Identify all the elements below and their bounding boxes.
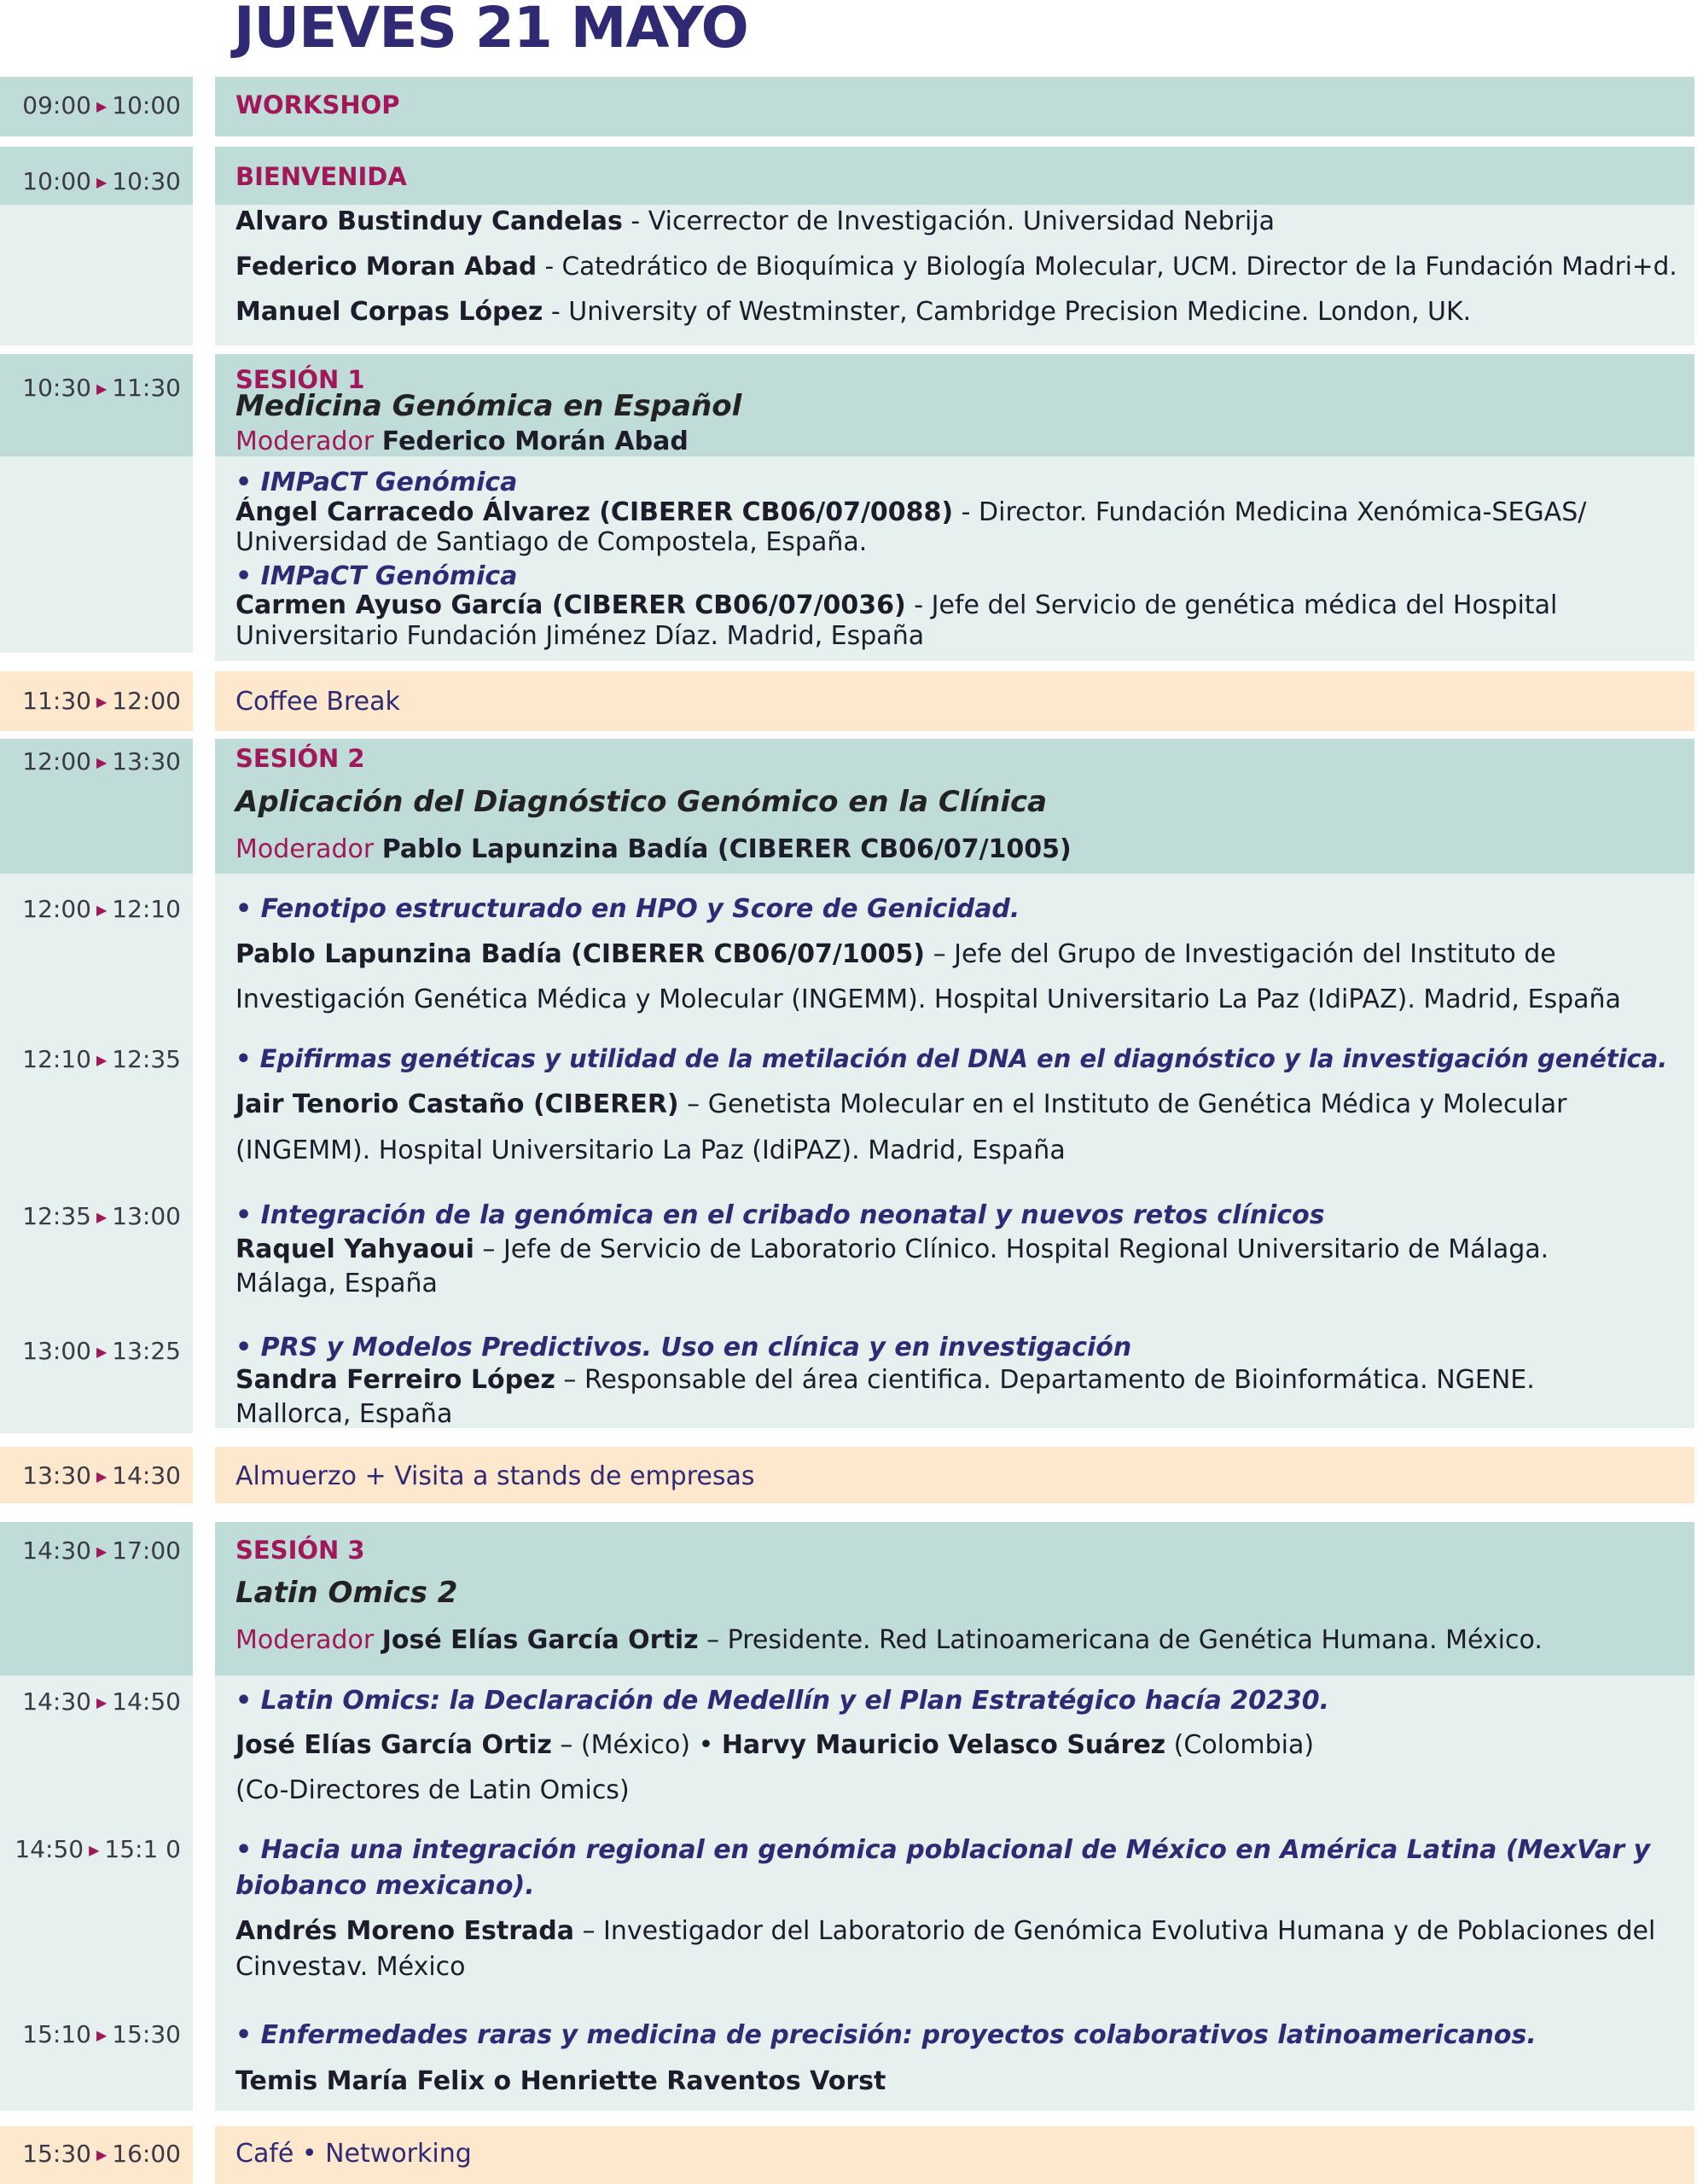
time-talk: 12:10 ▶ 12:35 <box>22 1045 181 1073</box>
sesion2-moderator: Moderador Pablo Lapunzina Badía (CIBERER CB06/07/1005) <box>235 834 1072 864</box>
sesion3-title: Latin Omics 2 <box>235 1576 458 1610</box>
time-coffee1: 11:30 ▶ 12:00 <box>22 687 181 715</box>
sesion1-label: SESIÓN 1 <box>235 365 365 394</box>
talk-title: • Integración de la genómica en el cribado neonatal y nuevos retos clínicos <box>235 1200 1325 1230</box>
talk-speaker: Carmen Ayuso García (CIBERER CB06/07/0036) - Jefe del Servicio de genética médica del Hospital <box>235 590 1558 620</box>
talk-speaker-cont: Mallorca, España <box>235 1399 453 1429</box>
workshop-title: WORKSHOP <box>235 90 400 119</box>
time-cell-sesion1 <box>0 354 193 456</box>
bienvenida-title: BIENVENIDA <box>235 162 407 191</box>
talk-title: • IMPaCT Genómica <box>235 468 518 497</box>
time-sesion1: 10:30 ▶ 11:30 <box>22 374 181 402</box>
triangle-right-icon: ▶ <box>96 1543 108 1560</box>
talk-title: • PRS y Modelos Predictivos. Uso en clínica y en investigación <box>235 1333 1132 1362</box>
talk-speaker: Raquel Yahyaoui – Jefe de Servicio de Laboratorio Clínico. Hospital Regional Universitario de Málaga. <box>235 1234 1549 1264</box>
time-cell-sesion1-body <box>0 456 193 653</box>
time-lunch: 13:30 ▶ 14:30 <box>22 1461 181 1490</box>
sesion3-moderator: Moderador José Elías García Ortiz – Presidente. Red Latinoamericana de Genética Humana. México. <box>235 1625 1543 1655</box>
talk-speaker: Pablo Lapunzina Badía (CIBERER CB06/07/1005) – Jefe del Grupo de Investigación del Instituto de <box>235 939 1556 969</box>
triangle-right-icon: ▶ <box>96 694 108 710</box>
triangle-right-icon: ▶ <box>96 1694 108 1711</box>
content-cell-workshop <box>215 77 1694 136</box>
time-coffee2: 15:30 ▶ 16:00 <box>22 2140 181 2168</box>
time-workshop: 09:00 ▶ 10:00 <box>22 91 181 119</box>
triangle-right-icon: ▶ <box>96 2146 108 2163</box>
time-talk: 12:00 ▶ 12:10 <box>22 895 181 923</box>
triangle-right-icon: ▶ <box>96 902 108 918</box>
content-cell-coffee1 <box>215 671 1694 731</box>
talk-title: • IMPaCT Genómica <box>235 561 518 591</box>
time-talk: 15:10 ▶ 15:30 <box>22 2020 181 2048</box>
sesion1-moderator: Moderador Federico Morán Abad <box>235 427 689 456</box>
talk-speaker-cont: Cinvestav. México <box>235 1952 466 1982</box>
time-sesion2: 12:00 ▶ 13:30 <box>22 747 181 775</box>
sesion2-title: Aplicación del Diagnóstico Genómico en la Clínica <box>235 785 1048 819</box>
speaker-line: Federico Moran Abad - Catedrático de Bioquímica y Biología Molecular, UCM. Director de la Fundación Madri+d. <box>235 252 1677 281</box>
talk-speaker-cont: (INGEMM). Hospital Universitario La Paz (IdiPAZ). Madrid, España <box>235 1136 1066 1165</box>
talk-speaker-cont: (Co-Directores de Latin Omics) <box>235 1775 630 1805</box>
talk-speaker-cont: Universitario Fundación Jiménez Díaz. Madrid, España <box>235 621 925 651</box>
lunch-title: Almuerzo + Visita a stands de empresas <box>235 1461 755 1491</box>
talk-title: • Latin Omics: la Declaración de Medellín y el Plan Estratégico hacía 20230. <box>235 1686 1330 1716</box>
sesion2-label: SESIÓN 2 <box>235 744 365 773</box>
talk-speaker: Sandra Ferreiro López – Responsable del área cientifica. Departamento de Bioinformática. NGENE. <box>235 1365 1535 1395</box>
triangle-right-icon: ▶ <box>96 2027 108 2043</box>
time-talk: 14:30 ▶ 14:50 <box>22 1687 181 1716</box>
talk-speaker-cont: Investigación Genética Médica y Molecular (INGEMM). Hospital Universitario La Paz (IdiPAZ). Madrid, España <box>235 985 1621 1014</box>
sesion1-title: Medicina Genómica en Español <box>235 389 742 423</box>
time-sesion3: 14:30 ▶ 17:00 <box>22 1536 181 1565</box>
triangle-right-icon: ▶ <box>96 754 108 770</box>
talk-title: • Epifirmas genéticas y utilidad de la metilación del DNA en el diagnóstico y la investigación genética. <box>235 1044 1668 1073</box>
talk-speaker: Jair Tenorio Castaño (CIBERER) – Genetista Molecular en el Instituto de Genética Médica y Molecular <box>235 1089 1567 1119</box>
triangle-right-icon: ▶ <box>96 380 108 397</box>
triangle-right-icon: ▶ <box>96 1209 108 1225</box>
time-talk: 12:35 ▶ 13:00 <box>22 1202 181 1230</box>
triangle-right-icon: ▶ <box>96 174 108 190</box>
talk-title: • Fenotipo estructurado en HPO y Score de Genicidad. <box>235 894 1020 924</box>
triangle-right-icon: ▶ <box>96 98 108 114</box>
talk-speaker: Andrés Moreno Estrada – Investigador del Laboratorio de Genómica Evolutiva Humana y de Poblaciones del <box>235 1916 1656 1946</box>
triangle-right-icon: ▶ <box>89 1842 100 1858</box>
time-talk: 13:00 ▶ 13:25 <box>22 1337 181 1365</box>
sesion3-label: SESIÓN 3 <box>235 1536 365 1565</box>
talk-title-cont: biobanco mexicano). <box>235 1871 535 1901</box>
talk-speaker: Ángel Carracedo Álvarez (CIBERER CB06/07/0088) - Director. Fundación Medicina Xenómica-SEGAS/ <box>235 497 1587 527</box>
triangle-right-icon: ▶ <box>96 1468 108 1484</box>
day-title: JUEVES 21 MAYO <box>234 0 748 61</box>
talk-title: • Hacia una integración regional en genómica poblacional de México en América Latina (MexVar y <box>235 1835 1651 1865</box>
time-bienvenida: 10:00 ▶ 10:30 <box>22 167 181 195</box>
triangle-right-icon: ▶ <box>96 1052 108 1068</box>
coffee2-title: Café • Networking <box>235 2139 472 2169</box>
talk-speaker: José Elías García Ortiz – (México) • Harvy Mauricio Velasco Suárez (Colombia) <box>235 1730 1315 1760</box>
speaker-line: Alvaro Bustinduy Candelas - Vicerrector de Investigación. Universidad Nebrija <box>235 206 1276 236</box>
triangle-right-icon: ▶ <box>96 1344 108 1360</box>
time-cell-bienvenida-body <box>0 205 193 346</box>
coffee1-title: Coffee Break <box>235 687 400 717</box>
talk-speaker: Temis María Felix o Henriette Raventos Vorst <box>235 2066 886 2096</box>
time-talk: 14:50 ▶ 15:1 0 <box>15 1835 181 1863</box>
speaker-line: Manuel Corpas López - University of Westminster, Cambridge Precision Medicine. London, UK. <box>235 297 1472 327</box>
talk-speaker-cont: Málaga, España <box>235 1269 438 1298</box>
talk-speaker-cont: Universidad de Santiago de Compostela, España. <box>235 527 868 557</box>
content-cell-bienvenida-header <box>215 147 1694 205</box>
talk-title: • Enfermedades raras y medicina de precisión: proyectos colaborativos latinoamericanos. <box>235 2020 1537 2050</box>
